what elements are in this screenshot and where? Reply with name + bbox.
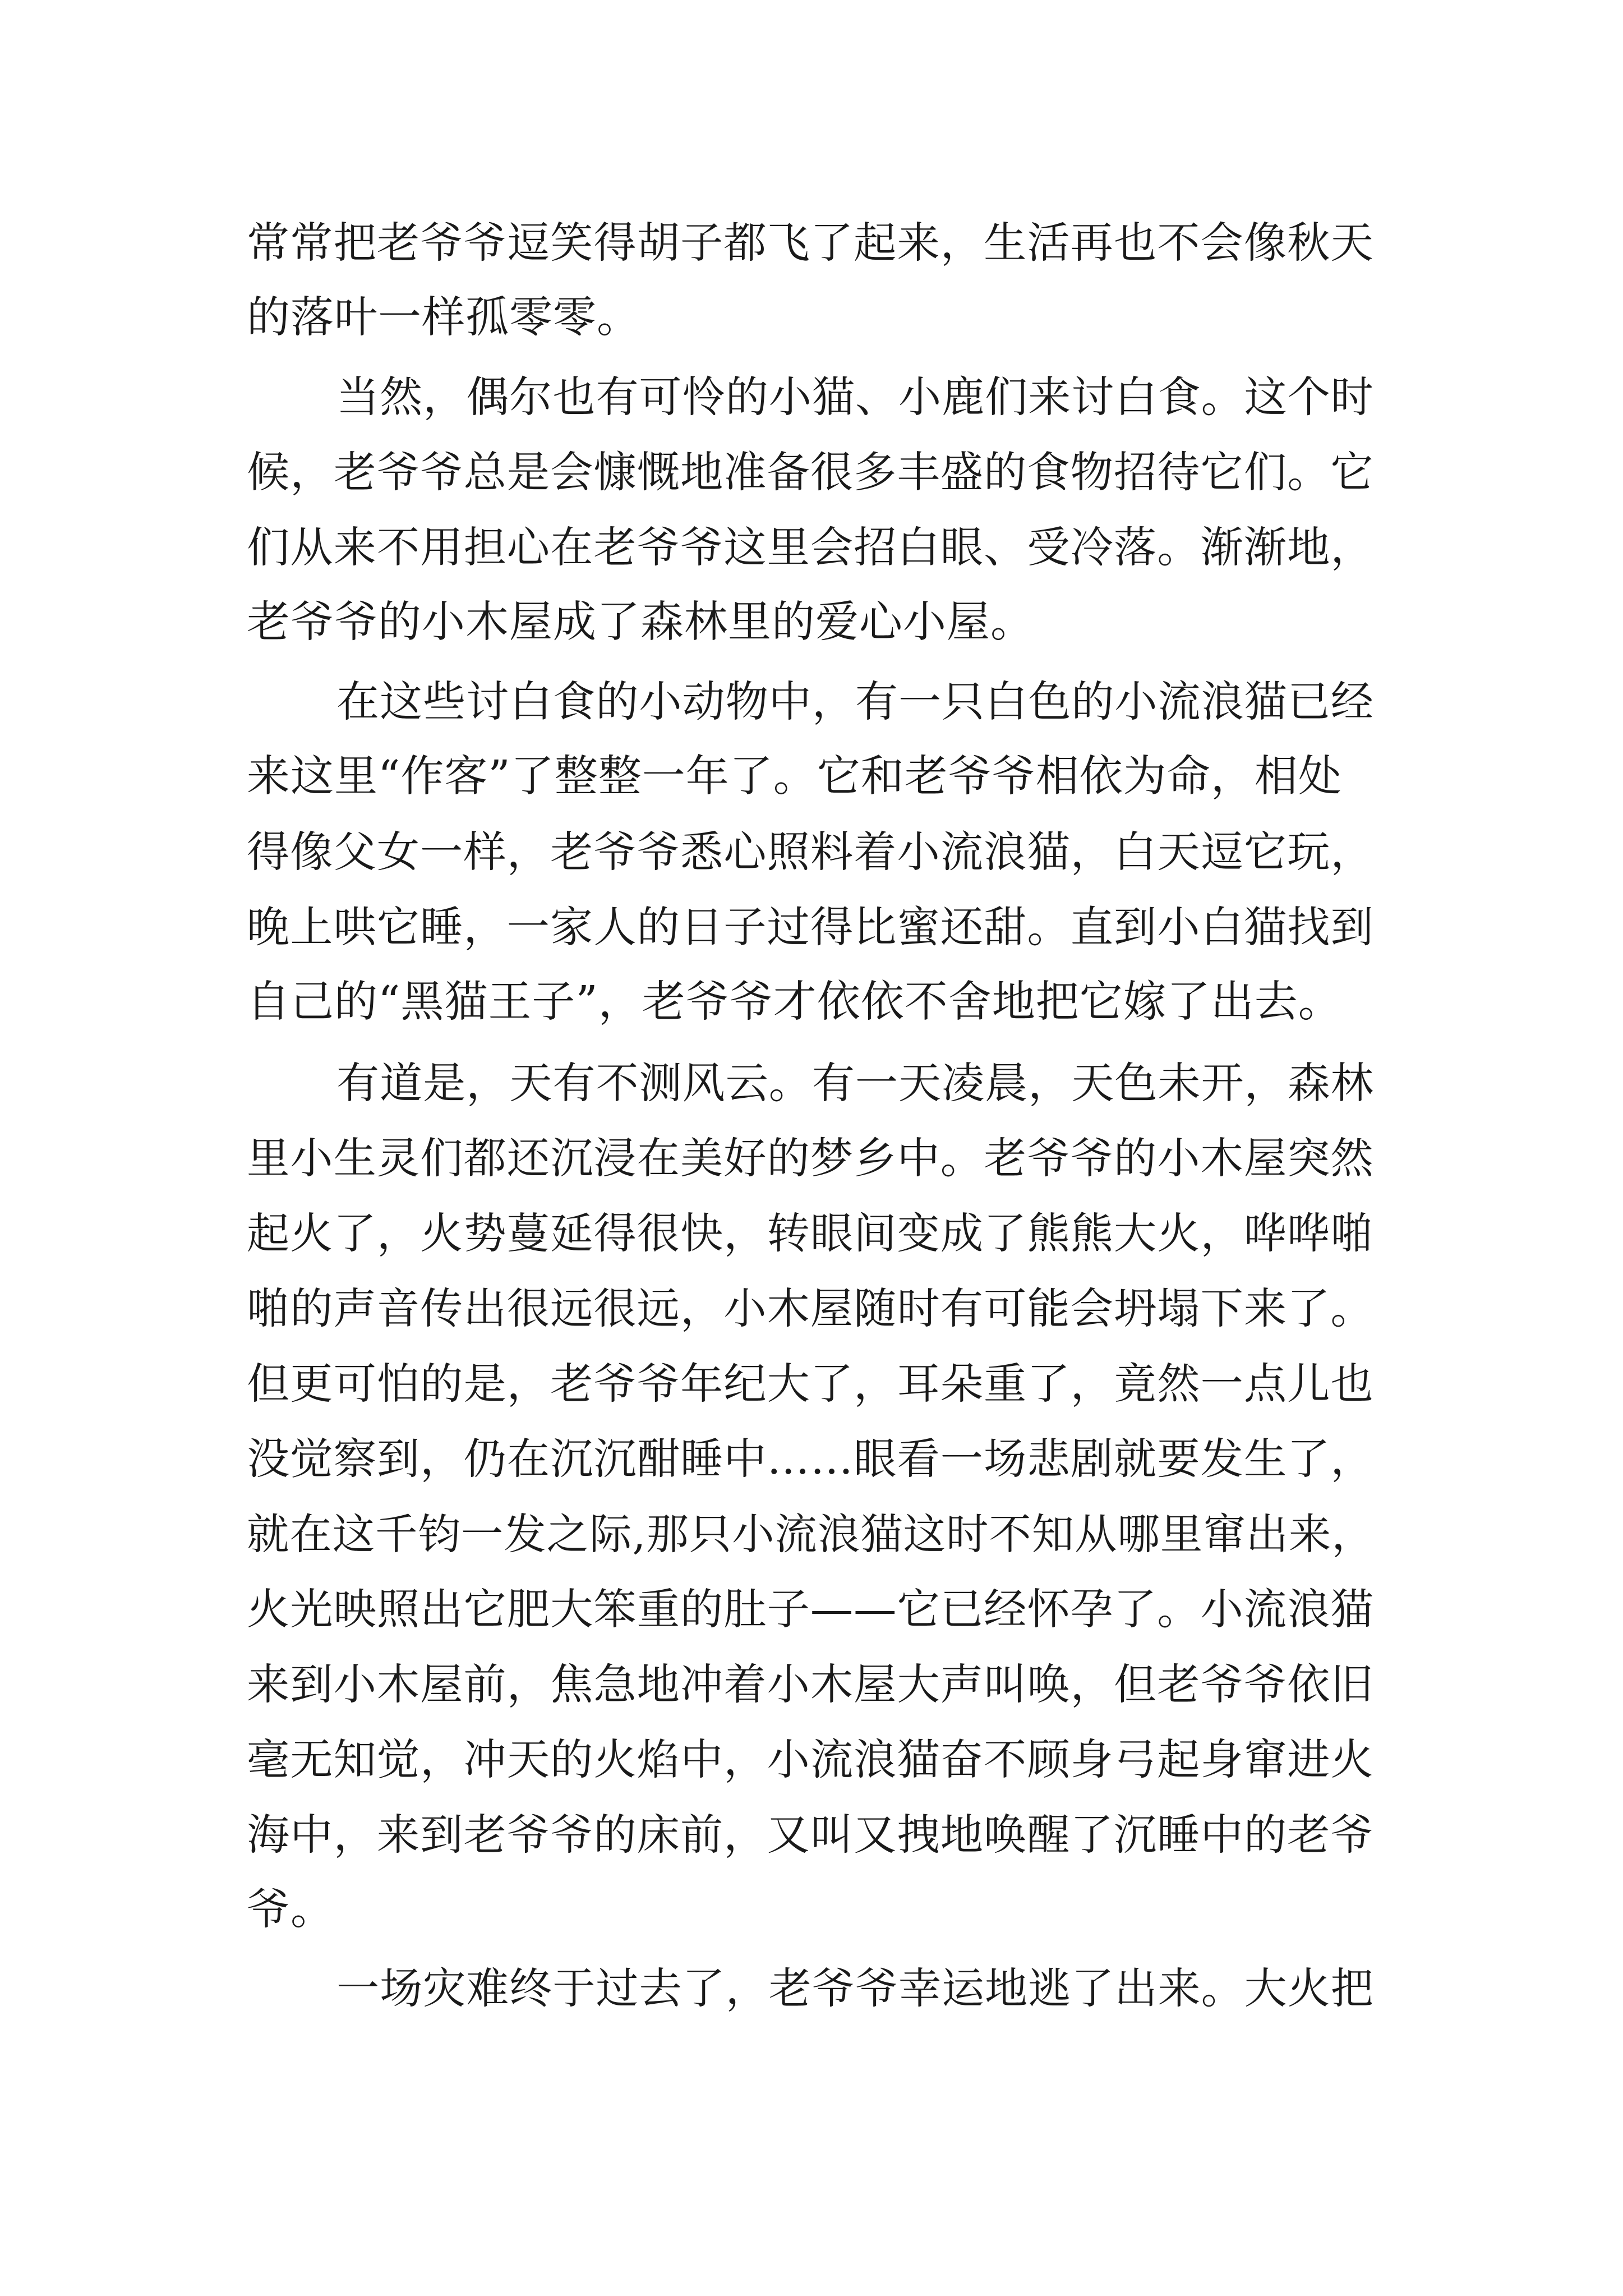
text-line: 来到小木屋前，焦急地冲着小木屋大声叫唤，但老爷爷依旧 (247, 1659, 1374, 1709)
paragraph-first-line: 当然，偶尔也有可怜的小猫、小鹿们来讨白食。这个时 (336, 372, 1374, 422)
paragraph-first-line: 一场灾难终于过去了，老爷爷幸运地逃了出来。大火把 (336, 1963, 1374, 2013)
text-line: 常常把老爷爷逗笑得胡子都飞了起来，生活再也不会像秋天 (247, 218, 1374, 268)
text-line: 火光映照出它肥大笨重的肚子——它已经怀孕了。小流浪猫 (247, 1584, 1374, 1634)
paragraph-first-line: 有道是，天有不测风云。有一天凌晨，天色未开，森林 (336, 1058, 1374, 1108)
text-line: 爷。 (247, 1885, 334, 1935)
text-line: 们从来不用担心在老爷爷这里会招白眼、受冷落。渐渐地， (247, 522, 1374, 572)
paragraph-first-line: 在这些讨白食的小动物中，有一只白色的小流浪猫已经 (336, 677, 1374, 726)
text-line: 的落叶一样孤零零。 (247, 293, 640, 343)
text-line: 来这里“作客”了整整一年了。它和老爷爷相依为命，相处 (247, 752, 1342, 802)
text-line: 但更可怕的是，老爷爷年纪大了，耳朵重了，竟然一点儿也 (247, 1359, 1374, 1409)
text-line: 候，老爷爷总是会慷慨地准备很多丰盛的食物招待它们。它 (247, 447, 1374, 497)
text-line: 就在这千钧一发之际,那只小流浪猫这时不知从哪里窜出来， (247, 1510, 1375, 1559)
text-line: 自己的“黑猫王子”，老爷爷才依依不舍地把它嫁了出去。 (247, 977, 1342, 1027)
text-line: 里小生灵们都还沉浸在美好的梦乡中。老爷爷的小木屋突然 (247, 1133, 1374, 1183)
text-line: 毫无知觉，冲天的火焰中，小流浪猫奋不顾身弓起身窜进火 (247, 1734, 1374, 1784)
text-line: 没觉察到，仍在沉沉酣睡中……眼看一场悲剧就要发生了， (247, 1434, 1374, 1484)
text-line: 啪的声音传出很远很远，小木屋随时有可能会坍塌下来了。 (247, 1283, 1374, 1333)
text-line: 得像父女一样，老爷爷悉心照料着小流浪猫，白天逗它玩， (247, 827, 1374, 877)
text-line: 起火了，火势蔓延得很快，转眼间变成了熊熊大火，哗哗啪 (247, 1208, 1374, 1258)
text-line: 老爷爷的小木屋成了森林里的爱心小屋。 (247, 597, 1034, 647)
text-line: 晚上哄它睡，一家人的日子过得比蜜还甜。直到小白猫找到 (247, 902, 1374, 952)
text-line: 海中，来到老爷爷的床前，又叫又拽地唤醒了沉睡中的老爷 (247, 1810, 1374, 1860)
